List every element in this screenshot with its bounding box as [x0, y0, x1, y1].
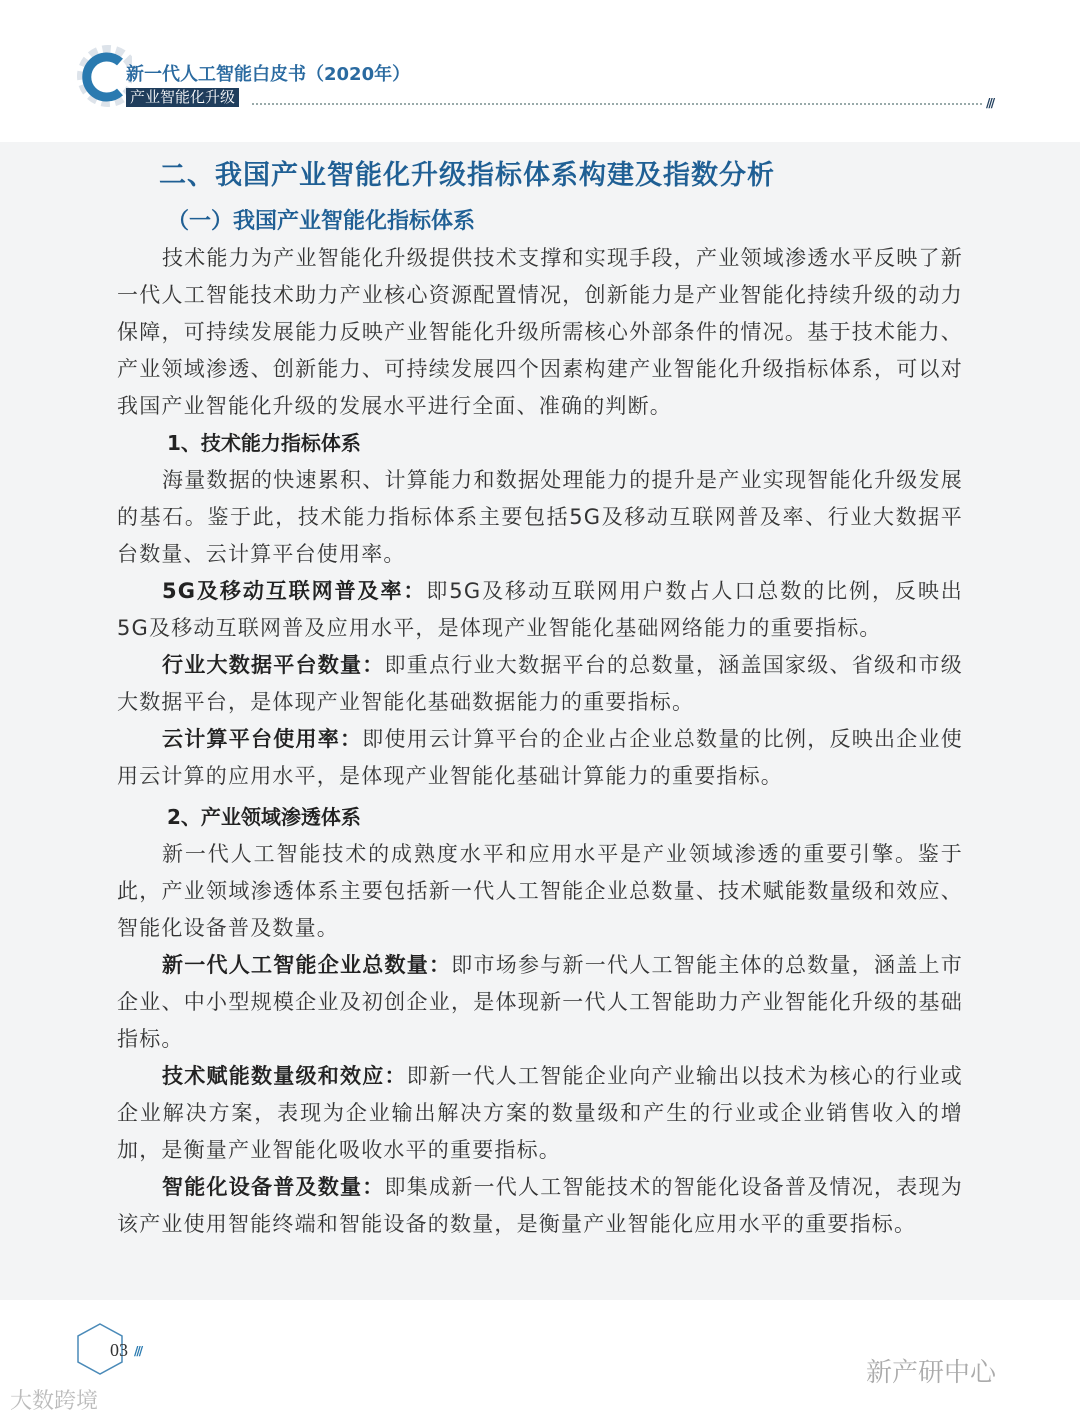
definition: 即新一代人工智能企业向产业输出以技术为核心的行业或企业解决方案，表现为企业输出解决方案的数量级和产生的行业或企业销售收入的增加，是衡量产业智能化吸收水平的重要指标。	[117, 1064, 963, 1162]
footer-bars-icon: ///	[134, 1344, 142, 1358]
definition: 即5G及移动互联网用户数占人口总数的比例，反映出5G及移动互联网普及应用水平，是体现产业智能化基础网络能力的重要指标。	[117, 579, 963, 640]
definition: 即集成新一代人工智能技术的智能化设备普及情况，表现为该产业使用智能终端和智能设备的数量，是衡量产业智能化应用水平的重要指标。	[117, 1175, 963, 1236]
term: 行业大数据平台数量：	[162, 653, 385, 677]
heading-industry-penetration: 2、产业领域渗透体系	[167, 805, 361, 829]
definition: 即市场参与新一代人工智能主体的总数量，涵盖上市企业、中小型规模企业及初创企业，是体现新一代人工智能助力产业智能化升级的基础指标。	[117, 953, 963, 1051]
subsection-title: （一）我国产业智能化指标体系	[167, 209, 476, 234]
header-divider	[252, 103, 982, 105]
gear-logo-icon	[72, 40, 132, 110]
heading-technical-capability: 1、技术能力指标体系	[167, 431, 361, 455]
page-number: 03	[110, 1340, 128, 1360]
term: 技术赋能数量级和效应：	[162, 1064, 407, 1088]
definition-item	[117, 947, 963, 1058]
definition-item	[117, 721, 963, 795]
page-header	[0, 0, 1080, 142]
term: 5G及移动互联网普及率：	[162, 579, 427, 603]
paragraph: 海量数据的快速累积、计算能力和数据处理能力的提升是产业实现智能化升级发展的基石。鉴于此，技术能力指标体系主要包括5G及移动互联网普及率、行业大数据平台数量、云计算平台使用率。	[117, 468, 963, 566]
watermark-right: 新产研中心	[866, 1358, 997, 1388]
definition: 即使用云计算平台的企业占企业总数量的比例，反映出企业使用云计算的应用水平，是体现产业智能化基础计算能力的重要指标。	[117, 727, 963, 788]
page-body	[0, 142, 1080, 1300]
term: 智能化设备普及数量：	[162, 1175, 385, 1199]
page-footer	[0, 1300, 1080, 1420]
header-title: 新一代人工智能白皮书（2020年）	[126, 64, 411, 85]
section-title: 二、我国产业智能化升级指标体系构建及指数分析	[159, 160, 775, 191]
definition-item	[117, 573, 963, 647]
paragraph: 技术能力为产业智能化升级提供技术支撑和实现手段，产业领域渗透水平反映了新一代人工智能技术助力产业核心资源配置情况，创新能力是产业智能化持续升级的动力保障，可持续发展能力反映产业智能化升级所需核心外部条件的情况。基于技术能力、产业领域渗透、创新能力、可持续发展四个因素构建产业智能化升级指标体系，可以对我国产业智能化升级的发展水平进行全面、准确的判断。	[117, 246, 963, 418]
definition-item	[117, 1169, 963, 1243]
paragraph: 新一代人工智能技术的成熟度水平和应用水平是产业领域渗透的重要引擎。鉴于此，产业领域渗透体系主要包括新一代人工智能企业总数量、技术赋能数量级和效应、智能化设备普及数量。	[117, 842, 963, 940]
watermark-left: 大数跨境	[10, 1389, 99, 1414]
header-subtitle: 产业智能化升级	[126, 88, 239, 107]
term: 新一代人工智能企业总数量：	[162, 953, 452, 977]
definition-item	[117, 647, 963, 721]
header-bars-icon: ///	[986, 96, 994, 110]
term: 云计算平台使用率：	[162, 727, 363, 751]
definition: 即重点行业大数据平台的总数量，涵盖国家级、省级和市级大数据平台，是体现产业智能化基础数据能力的重要指标。	[117, 653, 963, 714]
definition-item	[117, 1058, 963, 1169]
